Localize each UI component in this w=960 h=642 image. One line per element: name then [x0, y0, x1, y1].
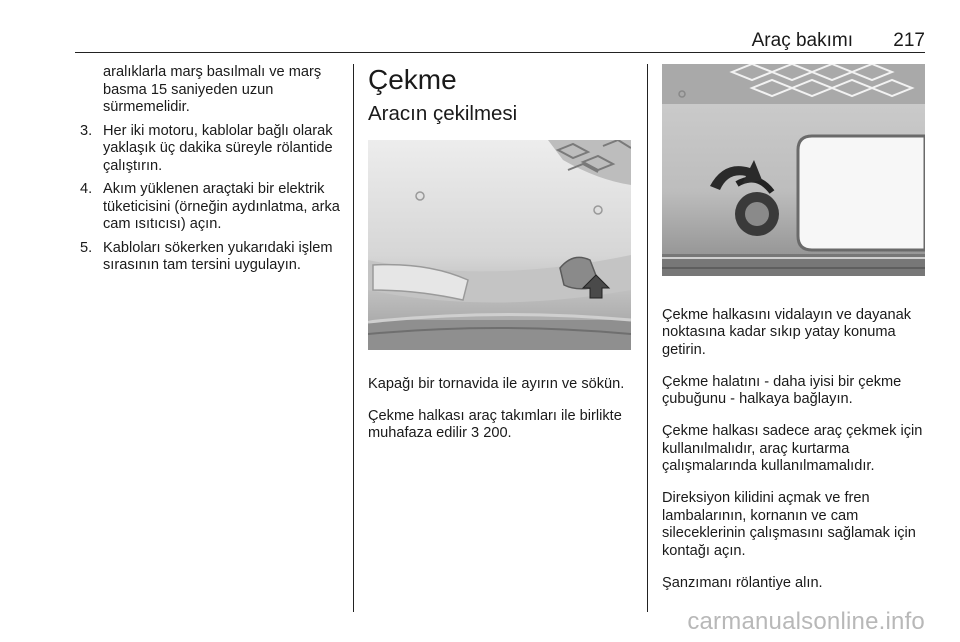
- steps-list: [80, 123, 342, 275]
- continued-text: aralıklarla marş basılmalı ve marş basma 15 saniyeden uzun sürmemelidir.: [103, 64, 322, 115]
- paragraph: Direksiyon kilidini açmak ve fren lambalarının, kornanın ve cam sileceklerinin çalışmasını sağlamak için kontağı açın.: [662, 490, 916, 559]
- step-text: Kabloları sökerken yukarıdaki işlem sırasının tam tersini uygulayın.: [103, 239, 333, 273]
- paragraph: Şanzımanı rölantiye alın.: [662, 574, 823, 591]
- tow-hook-illustration: [662, 64, 925, 276]
- column-3-text: [662, 292, 928, 607]
- instruction-paragraph: Kapağı bir tornavida ile ayırın ve sökün.: [368, 375, 625, 392]
- page-number: 217: [893, 30, 925, 51]
- storage-text: Çekme halkası araç takımları ile birlikte muhafaza edilir: [368, 407, 622, 442]
- column-2: [368, 64, 636, 140]
- watermark: carmanualsonline.info: [687, 608, 925, 635]
- subsection-heading: Aracın çekilmesi: [368, 102, 518, 125]
- step-text: Akım yüklenen araçtaki bir elektrik tüketicisini (örneğin aydınlatma, arka cam ısıtıcısı) açın.: [103, 181, 340, 232]
- column-2-text: [368, 361, 636, 457]
- page-reference-number: 200.: [479, 425, 512, 442]
- storage-paragraph: [368, 408, 636, 443]
- section-title: Araç bakımı: [751, 30, 853, 51]
- list-item: [80, 123, 342, 176]
- column-divider-right: [647, 64, 648, 612]
- page-header: [75, 30, 925, 52]
- page-reference-icon: 3: [471, 425, 480, 442]
- header-divider: [75, 52, 925, 53]
- list-item: [80, 240, 342, 275]
- column-1: [80, 64, 342, 281]
- paragraph: Çekme halkasını vidalayın ve dayanak noktasına kadar sıkıp yatay konuma getirin.: [662, 306, 912, 358]
- column-divider-left: [353, 64, 354, 612]
- step-text: Her iki motoru, kablolar bağlı olarak yaklaşık üç dakika süreyle rölantide çalıştırın.: [103, 122, 333, 174]
- paragraph: Çekme halkası sadece araç çekmek için kullanılmalıdır, araç kurtarma çalışmalarında kullanılmamalıdır.: [662, 423, 923, 475]
- bumper-cover-illustration: [368, 140, 631, 350]
- section-heading: Çekme: [368, 64, 457, 95]
- list-item: [80, 181, 342, 234]
- paragraph: Çekme halatını - daha iyisi bir çekme çubuğunu - halkaya bağlayın.: [662, 373, 902, 408]
- step-number: 3.: [80, 122, 93, 139]
- step-number: 5.: [80, 239, 93, 256]
- step-number: 4.: [80, 181, 93, 197]
